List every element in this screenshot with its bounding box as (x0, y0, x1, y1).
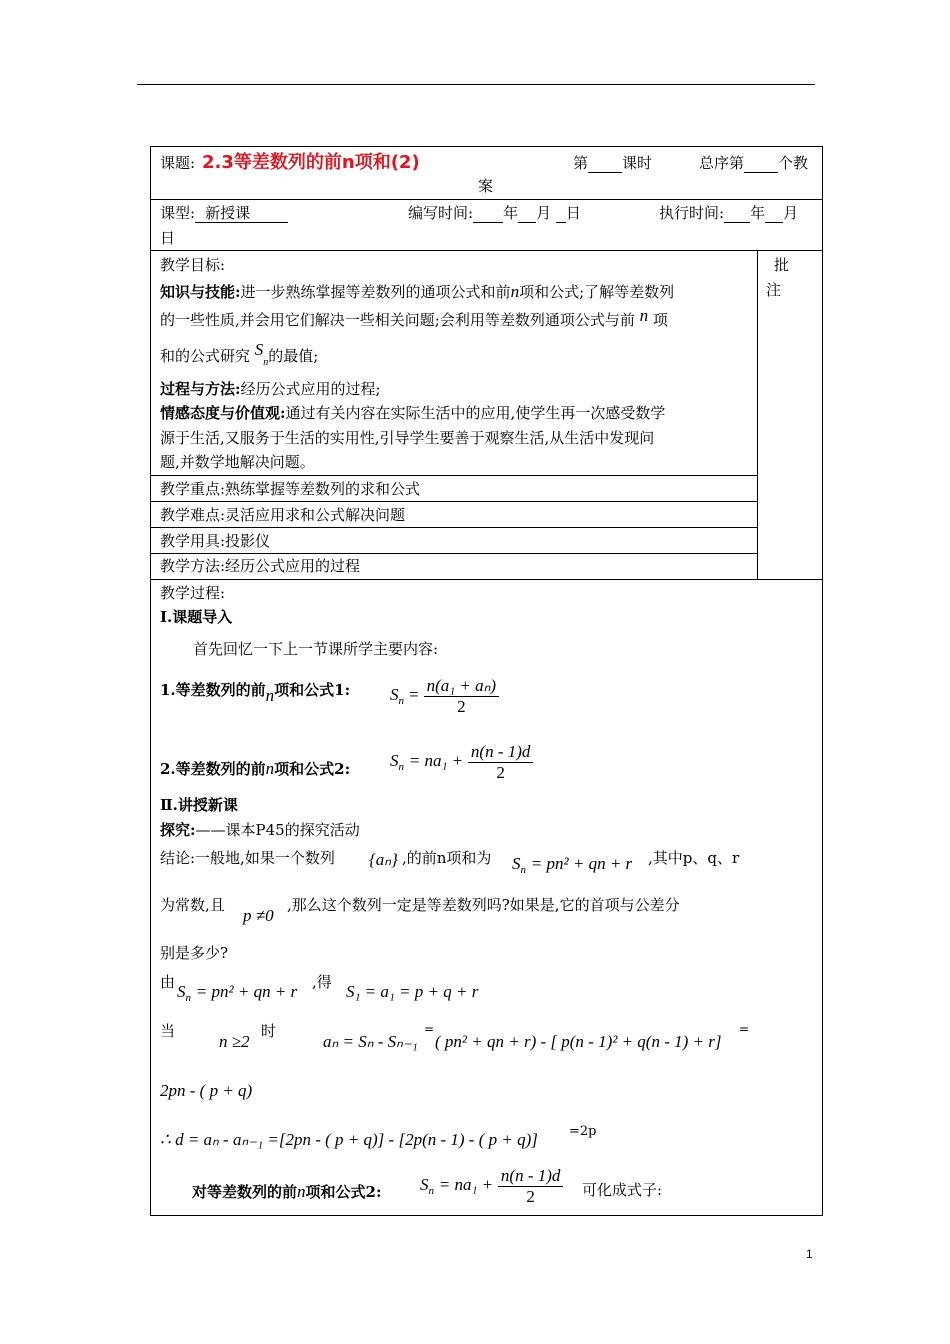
from-label: 由 (160, 973, 176, 991)
write-time: 编写时间: 年 月 日 (408, 204, 581, 222)
knowledge-line-3: 和的公式研究 $S_n$的最值; (160, 340, 319, 368)
process-method-line: 过程与方法:经历公式应用的过程; (160, 380, 381, 398)
teaching-tools: 教学用具:投影仪 (160, 532, 271, 550)
conclusion-b: ,的前n项和为 (402, 849, 492, 867)
knowledge-line-1: 知识与技能:进一步熟练掌握等差数列的通项公式和前n项和公式;了解等差数列 (160, 282, 675, 301)
explore-line: 探究:——课本P45的探究活动 (160, 821, 360, 839)
an-difference: aₙ = Sₙ - Sₙ₋₁ (323, 1032, 418, 1051)
title-label: 课题: (160, 154, 196, 172)
recall-text: 首先回忆一下上一节课所学主要内容: (193, 640, 439, 658)
formula1-label: 1.等差数列的前n项和公式1: (160, 681, 351, 705)
row-divider (150, 199, 823, 200)
formula2-label: 2.等差数列的前n项和公式2: (160, 759, 351, 778)
section-new-lesson: Ⅱ.讲授新课 (160, 796, 238, 814)
row-divider (150, 501, 757, 502)
lesson-count: 第 课时 (573, 154, 653, 172)
header-rule (137, 84, 815, 85)
equals-1: = (424, 1022, 435, 1036)
total-count: 总序第 个教 (699, 154, 809, 172)
sn-general-form: $S_n = pn^2$ + qn + r (512, 854, 633, 876)
lesson-title: 2.3等差数列的前n项和(2) (202, 152, 420, 173)
notes-column-divider (757, 250, 758, 579)
sum-formula-2-final: $S_n = na_1$ + $\frac{n(n - 1)d}{2}$ (420, 1166, 563, 1206)
notes-label-2: 注 (766, 281, 782, 299)
conclusion3: 别是多少? (160, 944, 229, 962)
p-not-zero: p ≠0 (243, 906, 274, 925)
row-divider (150, 250, 823, 251)
knowledge-line-2: 的一些性质,并会用它们解决一些相关问题;会利用等差数列通项公式与前 n 项 (160, 306, 668, 329)
emotion-line-2: 源于生活,又服务于生活的实用性,引导学生要善于观察生活,从生活中发现问 (160, 429, 655, 447)
key-point: 教学重点:熟练掌握等差数列的求和公式 (160, 480, 421, 498)
page-number: 1 (806, 1247, 813, 1261)
row-divider (150, 475, 757, 476)
sum-formula-2: $S_n = na_1$ + $\frac{n(n - 1)d}{2}$ (390, 742, 533, 782)
get-label: ,得 (312, 973, 332, 991)
emotion-line-1: 情感态度与价值观:通过有关内容在实际生活中的应用,使学生再一次感受数学 (160, 404, 666, 422)
exec-time: 执行时间: 年 月 (659, 204, 799, 222)
equals-2: = (739, 1022, 750, 1036)
objectives-heading: 教学目标: (160, 256, 226, 274)
when-label: 当 (160, 1022, 176, 1040)
sn-given: $S_n = pn^2$ + qn + r (177, 982, 298, 1004)
course-type: 课型: 新授课 (160, 205, 288, 223)
sum-formula-1: $S_n$ = $\frac{\text{n(a₁ + aₙ)}}{2}$ (390, 676, 499, 716)
section-intro: Ⅰ.课题导入 (160, 608, 233, 626)
an-result: 2pn - ( p + q) (160, 1081, 253, 1100)
n-ge-2: n ≥2 (219, 1032, 250, 1051)
difficulty: 教学难点:灵活应用求和公式解决问题 (160, 506, 406, 524)
teaching-method: 教学方法:经历公式应用的过程 (160, 557, 361, 575)
conclusion-a: 结论:一般地,如果一个数列 (160, 849, 335, 867)
d-expr: ∴ d = aₙ - aₙ₋₁ =[2pn - ( p + q)] - [2p(n - 1) - ( p + q)] (160, 1130, 538, 1149)
when-suffix: 时 (261, 1022, 277, 1040)
conclusion2-b: ,那么这个数列一定是等差数列吗?如果是,它的首项与公差分 (287, 896, 680, 914)
d-result: =2p (569, 1124, 597, 1139)
final-label: 对等差数列的前n项和公式2: (192, 1182, 382, 1201)
conclusion-c: ,其中p、q、r (648, 849, 740, 867)
final-suffix: 可化成式子: (582, 1181, 663, 1199)
row-divider (150, 527, 757, 528)
row-divider (150, 579, 823, 580)
conclusion2-a: 为常数,且 (160, 896, 225, 914)
exec-day: 日 (160, 229, 176, 247)
process-heading: 教学过程: (160, 584, 226, 602)
total-count-wrap: 案 (478, 177, 494, 195)
s1-expr: S₁ = a₁ = p + q + r (346, 982, 479, 1001)
emotion-line-3: 题,并数学地解决问题。 (160, 453, 315, 471)
expanded-expr: ( pn² + qn + r) - [ p(n - 1)² + q(n - 1) + r] (435, 1032, 722, 1051)
sequence-an: {aₙ} (369, 850, 398, 869)
notes-label-1: 批 (774, 256, 790, 274)
row-divider (150, 553, 757, 554)
